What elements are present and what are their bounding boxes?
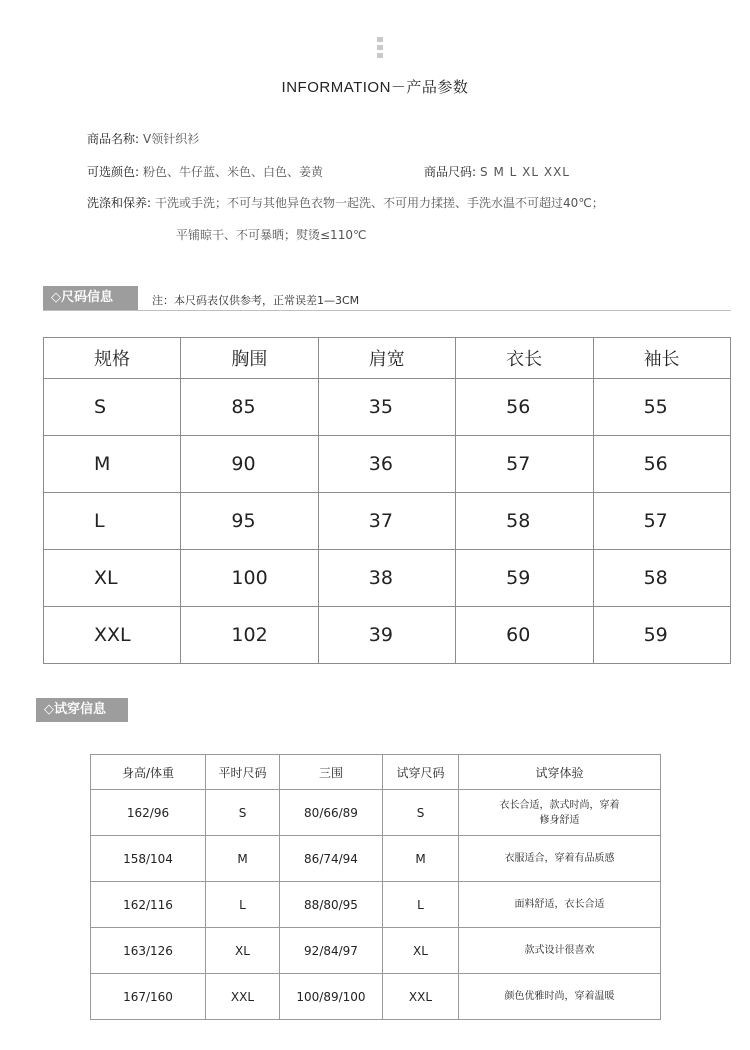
- table-cell: 58: [593, 550, 730, 607]
- table-cell: S: [206, 790, 280, 836]
- table-cell: 158/104: [91, 836, 206, 882]
- experience-cell: 衣长合适，款式时尚，穿着 修身舒适: [459, 790, 661, 836]
- header-cell: 衣长: [456, 338, 593, 379]
- product-name-row: [87, 130, 199, 147]
- table-cell: 56: [456, 379, 593, 436]
- header-cell: 规格: [44, 338, 181, 379]
- table-cell: 35: [318, 379, 455, 436]
- size-note: 注：本尺码表仅供参考，正常误差1—3CM: [152, 294, 360, 307]
- table-cell: 163/126: [91, 928, 206, 974]
- header-cell: 身高/体重: [91, 755, 206, 790]
- experience-cell: 颜色优雅时尚，穿着温暖: [459, 974, 661, 1020]
- experience-cell: 面料舒适，衣长合适: [459, 882, 661, 928]
- table-cell: 95: [181, 493, 318, 550]
- table-cell: 37: [318, 493, 455, 550]
- header-cell: 试穿体验: [459, 755, 661, 790]
- table-cell: L: [383, 882, 459, 928]
- header-cell: 三围: [280, 755, 383, 790]
- table-cell: 162/116: [91, 882, 206, 928]
- care-value-1: 干洗或手洗；不可与其他异色衣物一起洗、不可用力揉搓、手洗水温不可超过40℃；: [155, 196, 604, 210]
- table-cell: M: [383, 836, 459, 882]
- table-row: [91, 836, 661, 882]
- table-cell: 36: [318, 436, 455, 493]
- try-on-section-label: ◇试穿信息: [36, 698, 128, 722]
- header-cell: 肩宽: [318, 338, 455, 379]
- table-cell: 100: [181, 550, 318, 607]
- table-cell: 100/89/100: [280, 974, 383, 1020]
- size-table: [43, 337, 731, 664]
- table-cell: L: [206, 882, 280, 928]
- table-cell: 86/74/94: [280, 836, 383, 882]
- table-cell: 85: [181, 379, 318, 436]
- table-cell: 88/80/95: [280, 882, 383, 928]
- table-cell: 58: [456, 493, 593, 550]
- header-cell: 平时尺码: [206, 755, 280, 790]
- table-row: [91, 882, 661, 928]
- table-cell: 39: [318, 607, 455, 664]
- decorative-dots: [377, 37, 383, 61]
- table-cell: XL: [206, 928, 280, 974]
- table-cell: 60: [456, 607, 593, 664]
- product-name-label: 商品名称:: [87, 132, 140, 146]
- table-row: [91, 974, 661, 1020]
- experience-cell: 衣服适合，穿着有品质感: [459, 836, 661, 882]
- table-cell: S: [44, 379, 181, 436]
- table-cell: 80/66/89: [280, 790, 383, 836]
- table-cell: 102: [181, 607, 318, 664]
- care-label: 洗涤和保养:: [87, 196, 152, 210]
- colors-label: 可选颜色:: [87, 165, 140, 179]
- section-divider: [43, 310, 731, 311]
- table-cell: XL: [44, 550, 181, 607]
- header-cell: 胸围: [181, 338, 318, 379]
- table-row: [44, 493, 731, 550]
- header-cell: 试穿尺码: [383, 755, 459, 790]
- size-table-header: [44, 338, 731, 379]
- try-on-table: [90, 754, 661, 1020]
- product-sizes-row: [424, 163, 570, 180]
- table-row: [91, 928, 661, 974]
- table-row: [44, 379, 731, 436]
- table-cell: S: [383, 790, 459, 836]
- table-cell: XL: [383, 928, 459, 974]
- table-cell: 38: [318, 550, 455, 607]
- product-sizes-value: S M L XL XXL: [480, 165, 570, 179]
- table-cell: 162/96: [91, 790, 206, 836]
- table-cell: M: [44, 436, 181, 493]
- care-value-2: 平铺晾干、不可暴晒；熨烫≤110℃: [176, 228, 367, 242]
- table-cell: XXL: [383, 974, 459, 1020]
- table-cell: M: [206, 836, 280, 882]
- table-cell: 90: [181, 436, 318, 493]
- product-name-value: V领针织衫: [143, 132, 200, 146]
- experience-cell: 款式设计很喜欢: [459, 928, 661, 974]
- care-row-2: [172, 226, 366, 243]
- table-cell: 57: [456, 436, 593, 493]
- table-cell: 167/160: [91, 974, 206, 1020]
- colors-value: 粉色、牛仔蓝、米色、白色、姜黄: [143, 165, 324, 179]
- care-row: [87, 194, 604, 211]
- table-cell: 59: [593, 607, 730, 664]
- page-title: INFORMATION－产品参数: [281, 79, 469, 96]
- table-row: [44, 607, 731, 664]
- table-cell: XXL: [44, 607, 181, 664]
- table-cell: 57: [593, 493, 730, 550]
- table-row: [44, 436, 731, 493]
- product-sizes-label: 商品尺码:: [424, 165, 477, 179]
- table-cell: 55: [593, 379, 730, 436]
- try-on-table-header: [91, 755, 661, 790]
- colors-row: [87, 163, 323, 180]
- table-cell: L: [44, 493, 181, 550]
- size-section-label: ◇尺码信息: [43, 286, 138, 310]
- table-row: [91, 790, 661, 836]
- table-cell: 56: [593, 436, 730, 493]
- header-cell: 袖长: [593, 338, 730, 379]
- table-cell: 92/84/97: [280, 928, 383, 974]
- table-row: [44, 550, 731, 607]
- table-cell: 59: [456, 550, 593, 607]
- table-cell: XXL: [206, 974, 280, 1020]
